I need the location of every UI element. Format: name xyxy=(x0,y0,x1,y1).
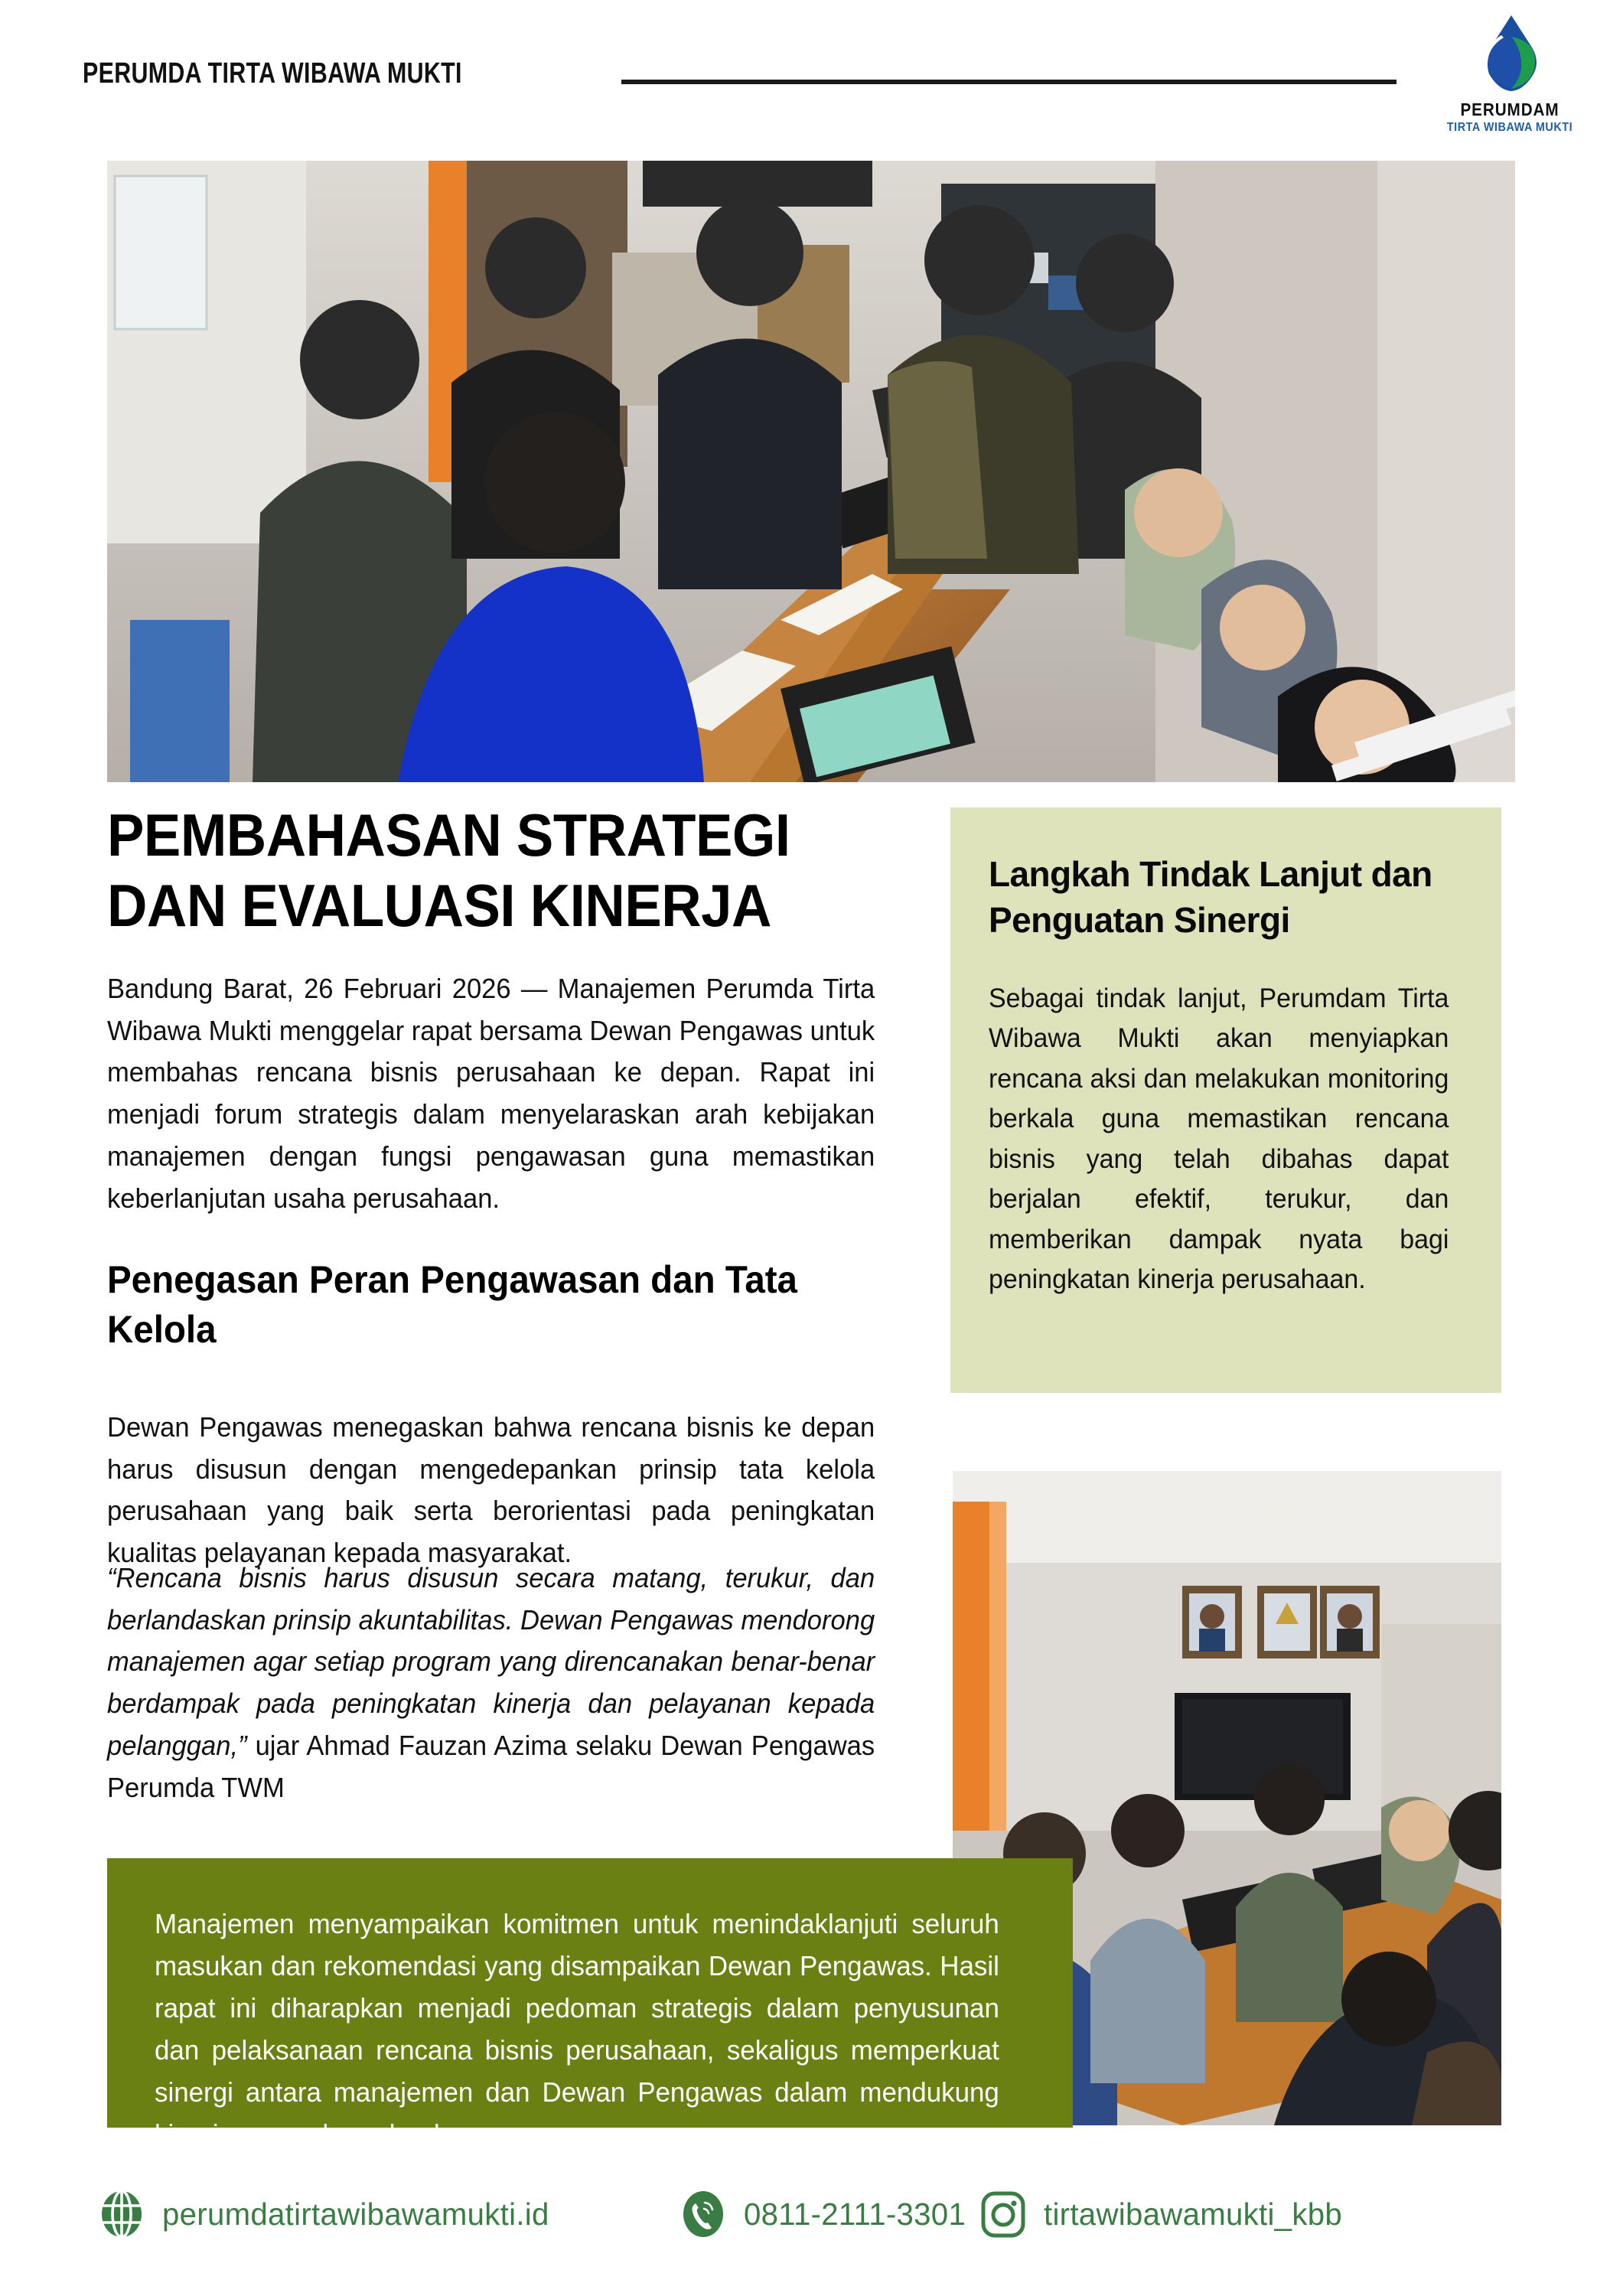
footer-contact-bar xyxy=(0,2174,1623,2273)
instagram-icon xyxy=(979,2190,1027,2238)
footer-website[interactable] xyxy=(98,2190,557,2238)
page-title: PEMBAHASAN STRATEGI DAN EVALUASI KINERJA xyxy=(107,801,790,940)
phone-icon xyxy=(680,2190,727,2238)
section-subheading: Penegasan Peran Pengawasan dan Tata Kelola xyxy=(107,1258,797,1351)
hero-meeting-photo xyxy=(107,161,1515,782)
quote-text: “Rencana bisnis harus disusun secara matang, terukur, dan berlandaskan prinsip akuntabilitas. Dewan Pengawas mendorong manajemen agar setiap program yang direncanakan benar-benar berdampak pada peningkatan kinerja dan pelayanan kepada pelanggan,” xyxy=(107,1562,875,1761)
hero-photo-illustration xyxy=(107,161,1515,782)
sidebar-callout xyxy=(950,807,1501,1393)
quote-attribution: ujar Ahmad Fauzan Azima selaku Dewan Pengawas Perumda TWM xyxy=(107,1729,875,1803)
masthead-title: PERUMDA TIRTA WIBAWA MUKTI xyxy=(83,57,462,90)
footer-phone[interactable] xyxy=(680,2190,970,2238)
footer-website-label: perumdatirtawibawamukti.id xyxy=(162,2196,549,2232)
closing-callout-box xyxy=(107,1858,1073,2151)
sidebar-title: Langkah Tindak Lanjut dan Penguatan Sinergi xyxy=(989,854,1432,940)
pull-quote xyxy=(107,1557,875,1808)
globe-icon xyxy=(98,2190,145,2238)
footer-instagram-label: tirtawibawamukti_kbb xyxy=(1044,2196,1342,2232)
masthead-divider xyxy=(621,80,1396,84)
lead-paragraph: Bandung Barat, 26 Februari 2026 — Manajemen Perumda Tirta Wibawa Mukti menggelar rapat bersama Dewan Pengawas untuk membahas rencana bisnis perusahaan ke depan. Rapat ini menjadi forum strategis dalam menyelaraskan arah kebijakan manajemen dengan fungsi pengawasan guna memastikan keberlanjutan usaha perusahaan. xyxy=(107,973,875,1214)
logo-sub-wordmark: TIRTA WIBAWA MUKTI xyxy=(1446,121,1573,134)
footer-instagram[interactable] xyxy=(979,2190,1348,2238)
water-droplet-icon xyxy=(1475,14,1548,98)
logo-wordmark: PERUMDAM xyxy=(1460,99,1559,119)
body-paragraph: Dewan Pengawas menegaskan bahwa rencana bisnis ke depan harus disusun dengan mengedepankan prinsip tata kelola perusahaan yang baik serta berorientasi pada peningkatan kualitas pelayanan kepada masyarakat. xyxy=(107,1411,875,1569)
sidebar-paragraph: Sebagai tindak lanjut, Perumdam Tirta Wibawa Mukti akan menyiapkan rencana aksi dan melakukan monitoring berkala guna memastikan rencana bisnis yang telah dibahas dapat berjalan efektif, terukur, dan memberikan dampak nyata bagi peningkatan kinerja perusahaan. xyxy=(989,983,1449,1295)
masthead xyxy=(0,0,1623,153)
footer-phone-label: 0811-2111-3301 xyxy=(744,2196,966,2232)
callout-paragraph: Manajemen menyampaikan komitmen untuk menindaklanjuti seluruh masukan dan rekomendasi yang disampaikan Dewan Pengawas. Hasil rapat ini diharapkan menjadi pedoman strategis dalam penyusunan dan pelaksanaan rencana bisnis perusahaan, sekaligus memperkuat sinergi antara manajemen dan Dewan Pengawas dalam mendukung kinerja perusahaan ke depan. xyxy=(155,1908,999,2151)
company-logo xyxy=(1437,14,1582,144)
